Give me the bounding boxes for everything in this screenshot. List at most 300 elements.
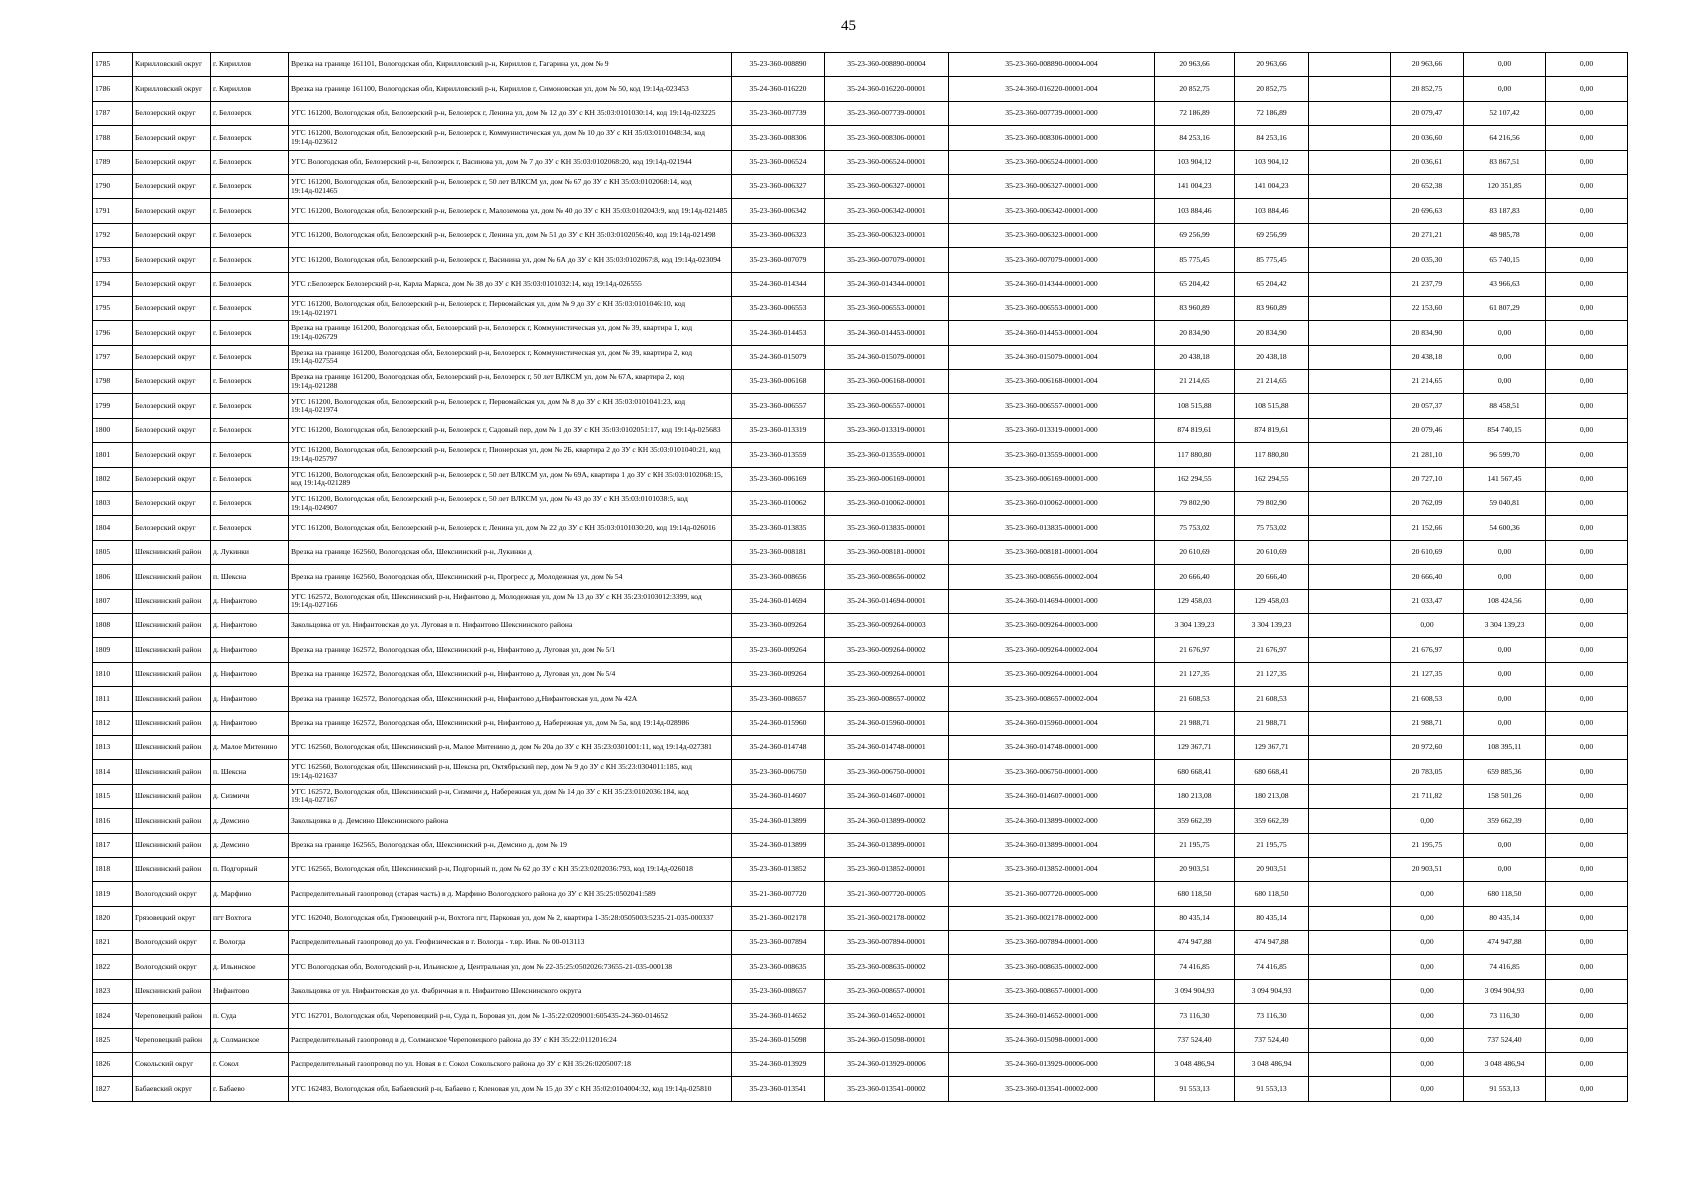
cell-full-code: 35-23-360-008657-00002-004	[949, 687, 1155, 711]
cell-value-4: 21 237,79	[1391, 272, 1464, 296]
cell-value-1: 474 947,88	[1155, 931, 1235, 955]
cell-object-code: 35-23-360-007894	[732, 931, 825, 955]
cell-object-code: 35-24-360-016220	[732, 77, 825, 101]
cell-description: Врезка на границе 161100, Вологодская обл, Кирилловский р-н, Кириллов г, Симоновская ул, дом № 50, код 19:14д-023453	[289, 77, 732, 101]
cell-object-code: 35-23-360-008656	[732, 565, 825, 589]
cell-settlement: д. Сизмичи	[211, 784, 289, 808]
cell-district: Белозерский округ	[133, 321, 211, 345]
cell-full-code: 35-24-360-013899-00001-004	[949, 833, 1155, 857]
cell-value-4: 20 652,38	[1391, 174, 1464, 198]
cell-value-1: 80 435,14	[1155, 906, 1235, 930]
cell-full-code: 35-23-360-006553-00001-000	[949, 296, 1155, 320]
cell-value-6: 0,00	[1546, 467, 1628, 491]
cell-row-number: 1810	[93, 662, 133, 686]
cell-full-code: 35-23-360-013541-00002-000	[949, 1077, 1155, 1101]
cell-row-number: 1809	[93, 638, 133, 662]
table-row	[93, 784, 1628, 808]
cell-row-number: 1789	[93, 150, 133, 174]
cell-value-1: 20 834,90	[1155, 321, 1235, 345]
cell-row-number: 1805	[93, 540, 133, 564]
cell-description: Врезка на границе 162572, Вологодская обл, Шекснинский р-н, Нифантово д, Набережная ул, дом № 5а, код 19:14д-028986	[289, 711, 732, 735]
cell-value-4: 20 762,09	[1391, 492, 1464, 516]
cell-full-code: 35-23-360-006750-00001-000	[949, 760, 1155, 784]
cell-value-6: 0,00	[1546, 931, 1628, 955]
cell-row-number: 1793	[93, 248, 133, 272]
cell-district: Шекснинский район	[133, 809, 211, 833]
table-row	[93, 711, 1628, 735]
cell-value-5: 83 187,83	[1464, 199, 1546, 223]
cell-object-code: 35-23-360-008181	[732, 540, 825, 564]
cell-district: Бабаевский округ	[133, 1077, 211, 1101]
cell-value-6: 0,00	[1546, 613, 1628, 637]
cell-description: Врезка на границе 162572, Вологодская обл, Шекснинский р-н, Нифантово д,Нифантовская ул, дом № 42А	[289, 687, 732, 711]
cell-value-3	[1309, 321, 1391, 345]
cell-value-2: 85 775,45	[1235, 248, 1309, 272]
cell-value-5: 64 216,56	[1464, 126, 1546, 150]
cell-description: УГС 162701, Вологодская обл, Череповецкий р-н, Суда п, Боровая ул, дом № 1-35:22:0209001:605435-24-360-014652	[289, 1004, 732, 1028]
cell-row-number: 1804	[93, 516, 133, 540]
cell-sub-code: 35-23-360-013319-00001	[825, 418, 949, 442]
cell-value-5: 359 662,39	[1464, 809, 1546, 833]
cell-value-6: 0,00	[1546, 394, 1628, 418]
cell-row-number: 1792	[93, 223, 133, 247]
cell-value-4: 0,00	[1391, 906, 1464, 930]
cell-value-6: 0,00	[1546, 565, 1628, 589]
cell-value-3	[1309, 467, 1391, 491]
cell-settlement: д. Малое Митенино	[211, 735, 289, 759]
cell-value-4: 0,00	[1391, 882, 1464, 906]
table-row	[93, 1053, 1628, 1077]
cell-object-code: 35-23-360-006168	[732, 370, 825, 394]
cell-row-number: 1815	[93, 784, 133, 808]
cell-sub-code: 35-23-360-009264-00003	[825, 613, 949, 637]
cell-full-code: 35-24-360-014652-00001-000	[949, 1004, 1155, 1028]
cell-value-1: 20 610,69	[1155, 540, 1235, 564]
cell-value-5: 0,00	[1464, 370, 1546, 394]
cell-description: УГС 161200, Вологодская обл, Белозерский р-н, Белозерск г, Первомайская ул, дом № 9 до ЗУ с КН 35:03:0101046:10, код 19:14д-021971	[289, 296, 732, 320]
cell-value-2: 69 256,99	[1235, 223, 1309, 247]
cell-settlement: д. Демсино	[211, 809, 289, 833]
cell-value-4: 0,00	[1391, 979, 1464, 1003]
cell-value-3	[1309, 809, 1391, 833]
cell-description: УГС 162483, Вологодская обл, Бабаевский р-н, Бабаево г, Кленовая ул, дом № 15 до ЗУ с КН 35:02:0104004:32, код 19:14д-025810	[289, 1077, 732, 1101]
cell-value-5: 659 885,36	[1464, 760, 1546, 784]
cell-value-2: 21 988,71	[1235, 711, 1309, 735]
cell-description: УГС 161200, Вологодская обл, Белозерский р-н, Белозерск г, Ленина ул, дом № 22 до ЗУ с КН 35:03:0101030:20, код 19:14д-026016	[289, 516, 732, 540]
cell-full-code: 35-24-360-014453-00001-004	[949, 321, 1155, 345]
cell-value-2: 737 524,40	[1235, 1028, 1309, 1052]
cell-value-6: 0,00	[1546, 516, 1628, 540]
cell-description: УГС 161200, Вологодская обл, Белозерский р-н, Белозерск г, Садовый пер, дом № 1 до ЗУ с КН 35:03:0102051:17, код 19:14д-025683	[289, 418, 732, 442]
cell-sub-code: 35-23-360-006169-00001	[825, 467, 949, 491]
cell-object-code: 35-23-360-013319	[732, 418, 825, 442]
cell-value-1: 21 214,65	[1155, 370, 1235, 394]
cell-description: УГС 161200, Вологодская обл, Белозерский р-н, Белозерск г, 50 лет ВЛКСМ ул, дом № 67 до ЗУ с КН 35:03:0102068:14, код 19:14д-021465	[289, 174, 732, 198]
cell-full-code: 35-23-360-009264-00002-004	[949, 638, 1155, 662]
cell-settlement: п. Суда	[211, 1004, 289, 1028]
cell-settlement: д. Марфино	[211, 882, 289, 906]
cell-district: Шекснинский район	[133, 711, 211, 735]
cell-value-1: 73 116,30	[1155, 1004, 1235, 1028]
cell-value-3	[1309, 126, 1391, 150]
cell-description: УГС 161200, Вологодская обл, Белозерский р-н, Белозерск г, Пионерская ул, дом № 2Б, квартира 2 до ЗУ с КН 35:03:0101040:21, код 19:14д-025797	[289, 443, 732, 467]
cell-value-6: 0,00	[1546, 1053, 1628, 1077]
table-row	[93, 662, 1628, 686]
cell-description: УГС 161200, Вологодская обл, Белозерский р-н, Белозерск г, Васинина ул, дом № 6А до ЗУ с КН 35:03:0102067:8, код 19:14д-023094	[289, 248, 732, 272]
cell-value-6: 0,00	[1546, 540, 1628, 564]
cell-value-1: 79 802,90	[1155, 492, 1235, 516]
cell-district: Белозерский округ	[133, 199, 211, 223]
cell-value-5: 158 501,26	[1464, 784, 1546, 808]
cell-object-code: 35-23-360-009264	[732, 638, 825, 662]
cell-value-3	[1309, 101, 1391, 125]
cell-district: Череповецкий район	[133, 1028, 211, 1052]
cell-value-2: 20 834,90	[1235, 321, 1309, 345]
cell-value-1: 20 963,66	[1155, 53, 1235, 77]
cell-object-code: 35-23-360-010062	[732, 492, 825, 516]
cell-value-4: 20 727,10	[1391, 467, 1464, 491]
cell-value-5: 0,00	[1464, 77, 1546, 101]
cell-value-5: 43 966,63	[1464, 272, 1546, 296]
cell-district: Шекснинский район	[133, 833, 211, 857]
cell-value-5: 48 985,78	[1464, 223, 1546, 247]
cell-value-4: 20 438,18	[1391, 345, 1464, 369]
cell-object-code: 35-23-360-006553	[732, 296, 825, 320]
table-row	[93, 1028, 1628, 1052]
cell-value-3	[1309, 613, 1391, 637]
cell-sub-code: 35-24-360-014694-00001	[825, 589, 949, 613]
cell-value-3	[1309, 565, 1391, 589]
cell-district: Белозерский округ	[133, 150, 211, 174]
cell-sub-code: 35-23-360-007079-00001	[825, 248, 949, 272]
cell-value-5: 52 107,42	[1464, 101, 1546, 125]
cell-settlement: п. Шексна	[211, 565, 289, 589]
cell-object-code: 35-23-360-006327	[732, 174, 825, 198]
cell-value-3	[1309, 589, 1391, 613]
cell-value-3	[1309, 345, 1391, 369]
table-row	[93, 53, 1628, 77]
cell-object-code: 35-21-360-002178	[732, 906, 825, 930]
cell-object-code: 35-24-360-015960	[732, 711, 825, 735]
cell-full-code: 35-23-360-008890-00004-004	[949, 53, 1155, 77]
cell-value-2: 129 367,71	[1235, 735, 1309, 759]
cell-value-4: 20 057,37	[1391, 394, 1464, 418]
cell-full-code: 35-23-360-010062-00001-000	[949, 492, 1155, 516]
cell-description: УГС Вологодская обл, Белозерский р-н, Белозерск г, Васинова ул, дом № 7 до ЗУ с КН 35:03:0102068:20, код 19:14д-021944	[289, 150, 732, 174]
cell-row-number: 1785	[93, 53, 133, 77]
cell-value-6: 0,00	[1546, 370, 1628, 394]
cell-value-3	[1309, 906, 1391, 930]
cell-row-number: 1799	[93, 394, 133, 418]
table-row	[93, 833, 1628, 857]
cell-value-2: 65 204,42	[1235, 272, 1309, 296]
cell-value-3	[1309, 272, 1391, 296]
cell-full-code: 35-23-360-007894-00001-000	[949, 931, 1155, 955]
cell-sub-code: 35-23-360-008635-00002	[825, 955, 949, 979]
cell-row-number: 1808	[93, 613, 133, 637]
cell-settlement: д. Нифантово	[211, 589, 289, 613]
cell-settlement: д. Солманское	[211, 1028, 289, 1052]
table-row	[93, 857, 1628, 881]
cell-value-5: 59 040,81	[1464, 492, 1546, 516]
cell-district: Шекснинский район	[133, 613, 211, 637]
cell-value-1: 91 553,13	[1155, 1077, 1235, 1101]
cell-value-2: 359 662,39	[1235, 809, 1309, 833]
cell-object-code: 35-23-360-006750	[732, 760, 825, 784]
cell-value-6: 0,00	[1546, 735, 1628, 759]
cell-description: УГС 162572, Вологодская обл, Шекснинский р-н, Нифантово д, Молодежная ул, дом № 13 до ЗУ с КН 35:23:0103012:3399, код 19:14д-027166	[289, 589, 732, 613]
table-row	[93, 345, 1628, 369]
cell-value-1: 129 367,71	[1155, 735, 1235, 759]
cell-value-3	[1309, 1077, 1391, 1101]
cell-sub-code: 35-21-360-007720-00005	[825, 882, 949, 906]
cell-full-code: 35-24-360-015079-00001-004	[949, 345, 1155, 369]
page-number: 45	[841, 18, 856, 34]
cell-object-code: 35-23-360-008306	[732, 126, 825, 150]
cell-value-3	[1309, 857, 1391, 881]
cell-value-5: 74 416,85	[1464, 955, 1546, 979]
cell-value-5: 854 740,15	[1464, 418, 1546, 442]
cell-settlement: г. Вологда	[211, 931, 289, 955]
table-row	[93, 126, 1628, 150]
cell-full-code: 35-23-360-008181-00001-004	[949, 540, 1155, 564]
cell-sub-code: 35-23-360-006553-00001	[825, 296, 949, 320]
cell-full-code: 35-21-360-007720-00005-000	[949, 882, 1155, 906]
cell-value-3	[1309, 687, 1391, 711]
cell-full-code: 35-23-360-006327-00001-000	[949, 174, 1155, 198]
cell-description: Врезка на границе 161200, Вологодская обл, Белозерский р-н, Белозерск г, 50 лет ВЛКСМ ул, дом № 67А, квартира 2, код 19:14д-021288	[289, 370, 732, 394]
cell-description: Закольцовка от ул. Нифантовская до ул. Фабричная в п. Нифантово Шекснинского округа	[289, 979, 732, 1003]
cell-district: Шекснинский район	[133, 735, 211, 759]
cell-sub-code: 35-24-360-014344-00001	[825, 272, 949, 296]
cell-description: УГС 162040, Вологодская обл, Грязовецкий р-н, Вохтога пгт, Парковая ул, дом № 2, квартира 1-35:28:0505003:5235-21-035-000337	[289, 906, 732, 930]
cell-value-3	[1309, 711, 1391, 735]
cell-value-2: 3 304 139,23	[1235, 613, 1309, 637]
cell-value-1: 65 204,42	[1155, 272, 1235, 296]
cell-value-6: 0,00	[1546, 199, 1628, 223]
cell-row-number: 1787	[93, 101, 133, 125]
cell-value-1: 21 988,71	[1155, 711, 1235, 735]
cell-district: Кирилловский округ	[133, 77, 211, 101]
cell-value-4: 21 195,75	[1391, 833, 1464, 857]
cell-value-6: 0,00	[1546, 711, 1628, 735]
cell-row-number: 1825	[93, 1028, 133, 1052]
cell-description: Врезка на границе 161101, Вологодская обл, Кирилловский р-н, Кириллов г, Гагарина ул, дом № 9	[289, 53, 732, 77]
cell-value-1: 359 662,39	[1155, 809, 1235, 833]
table-row	[93, 687, 1628, 711]
cell-value-2: 103 884,46	[1235, 199, 1309, 223]
cell-settlement: д. Нифантово	[211, 711, 289, 735]
cell-object-code: 35-23-360-013852	[732, 857, 825, 881]
cell-value-2: 180 213,08	[1235, 784, 1309, 808]
table-row	[93, 248, 1628, 272]
cell-settlement: д. Ильинское	[211, 955, 289, 979]
cell-row-number: 1788	[93, 126, 133, 150]
cell-value-6: 0,00	[1546, 833, 1628, 857]
cell-object-code: 35-24-360-014344	[732, 272, 825, 296]
cell-value-4: 0,00	[1391, 931, 1464, 955]
cell-settlement: пгт Вохтога	[211, 906, 289, 930]
cell-object-code: 35-24-360-015098	[732, 1028, 825, 1052]
cell-object-code: 35-24-360-014607	[732, 784, 825, 808]
cell-value-5: 0,00	[1464, 833, 1546, 857]
cell-value-3	[1309, 174, 1391, 198]
cell-sub-code: 35-23-360-008657-00002	[825, 687, 949, 711]
cell-full-code: 35-23-360-013559-00001-000	[949, 443, 1155, 467]
cell-sub-code: 35-24-360-013899-00002	[825, 809, 949, 833]
cell-district: Грязовецкий округ	[133, 906, 211, 930]
cell-value-2: 21 676,97	[1235, 638, 1309, 662]
cell-settlement: г. Бабаево	[211, 1077, 289, 1101]
cell-full-code: 35-24-360-013929-00006-000	[949, 1053, 1155, 1077]
cell-value-5: 83 867,51	[1464, 150, 1546, 174]
cell-value-1: 84 253,16	[1155, 126, 1235, 150]
table-row	[93, 906, 1628, 930]
cell-full-code: 35-23-360-008306-00001-000	[949, 126, 1155, 150]
cell-row-number: 1798	[93, 370, 133, 394]
cell-settlement: г. Белозерск	[211, 272, 289, 296]
cell-settlement: г. Белозерск	[211, 150, 289, 174]
cell-value-2: 80 435,14	[1235, 906, 1309, 930]
cell-value-3	[1309, 833, 1391, 857]
cell-object-code: 35-23-360-013559	[732, 443, 825, 467]
cell-sub-code: 35-23-360-006168-00001	[825, 370, 949, 394]
cell-row-number: 1786	[93, 77, 133, 101]
cell-settlement: п. Подгорный	[211, 857, 289, 881]
cell-sub-code: 35-23-360-006557-00001	[825, 394, 949, 418]
cell-value-4: 21 711,82	[1391, 784, 1464, 808]
cell-value-1: 180 213,08	[1155, 784, 1235, 808]
cell-sub-code: 35-24-360-015960-00001	[825, 711, 949, 735]
cell-value-5: 0,00	[1464, 857, 1546, 881]
cell-full-code: 35-24-360-014344-00001-000	[949, 272, 1155, 296]
cell-value-3	[1309, 516, 1391, 540]
cell-value-5: 80 435,14	[1464, 906, 1546, 930]
cell-sub-code: 35-24-360-014453-00001	[825, 321, 949, 345]
cell-value-2: 162 294,55	[1235, 467, 1309, 491]
cell-value-4: 21 281,10	[1391, 443, 1464, 467]
cell-value-1: 21 195,75	[1155, 833, 1235, 857]
cell-value-4: 21 214,65	[1391, 370, 1464, 394]
cell-value-3	[1309, 394, 1391, 418]
cell-value-4: 21 033,47	[1391, 589, 1464, 613]
cell-value-1: 20 852,75	[1155, 77, 1235, 101]
cell-value-2: 84 253,16	[1235, 126, 1309, 150]
cell-description: УГС 161200, Вологодская обл, Белозерский р-н, Белозерск г, Коммунистическая ул, дом № 10 до ЗУ с КН 35:03:0101048:34, код 19:14д-023612	[289, 126, 732, 150]
cell-value-5: 0,00	[1464, 53, 1546, 77]
cell-value-6: 0,00	[1546, 1077, 1628, 1101]
cell-value-6: 0,00	[1546, 809, 1628, 833]
table-row	[93, 540, 1628, 564]
table-row	[93, 931, 1628, 955]
registry-table	[92, 52, 1628, 1102]
cell-settlement: г. Белозерск	[211, 443, 289, 467]
cell-value-5: 108 424,56	[1464, 589, 1546, 613]
cell-district: Шекснинский район	[133, 687, 211, 711]
cell-settlement: д. Нифантово	[211, 687, 289, 711]
cell-description: Распределительный газопровод до ул. Геофизическая в г. Вологда - т.вр. Инв. № 00-013113	[289, 931, 732, 955]
cell-description: УГС 162572, Вологодская обл, Шекснинский р-н, Сизмичи д, Набережная ул, дом № 14 до ЗУ с КН 35:23:0102036:184, код 19:14д-027167	[289, 784, 732, 808]
cell-sub-code: 35-23-360-009264-00002	[825, 638, 949, 662]
cell-value-1: 103 884,46	[1155, 199, 1235, 223]
cell-value-3	[1309, 735, 1391, 759]
cell-value-2: 83 960,89	[1235, 296, 1309, 320]
cell-value-2: 20 610,69	[1235, 540, 1309, 564]
cell-settlement: д. Лукинки	[211, 540, 289, 564]
table-row	[93, 955, 1628, 979]
cell-value-2: 73 116,30	[1235, 1004, 1309, 1028]
cell-value-5: 0,00	[1464, 540, 1546, 564]
cell-full-code: 35-24-360-016220-00001-004	[949, 77, 1155, 101]
cell-value-4: 20 036,60	[1391, 126, 1464, 150]
cell-full-code: 35-23-360-006168-00001-004	[949, 370, 1155, 394]
table-row	[93, 735, 1628, 759]
cell-value-6: 0,00	[1546, 272, 1628, 296]
cell-full-code: 35-23-360-006323-00001-000	[949, 223, 1155, 247]
cell-full-code: 35-23-360-006169-00001-000	[949, 467, 1155, 491]
cell-full-code: 35-23-360-006524-00001-000	[949, 150, 1155, 174]
table-row	[93, 492, 1628, 516]
cell-value-2: 3 048 486,94	[1235, 1053, 1309, 1077]
cell-sub-code: 35-23-360-008656-00002	[825, 565, 949, 589]
cell-value-3	[1309, 955, 1391, 979]
cell-sub-code: 35-24-360-014607-00001	[825, 784, 949, 808]
cell-value-6: 0,00	[1546, 443, 1628, 467]
cell-value-6: 0,00	[1546, 979, 1628, 1003]
cell-value-6: 0,00	[1546, 638, 1628, 662]
cell-value-6: 0,00	[1546, 906, 1628, 930]
cell-value-1: 3 094 904,93	[1155, 979, 1235, 1003]
cell-sub-code: 35-23-360-006342-00001	[825, 199, 949, 223]
cell-value-5: 96 599,70	[1464, 443, 1546, 467]
cell-value-4: 21 127,35	[1391, 662, 1464, 686]
cell-value-1: 85 775,45	[1155, 248, 1235, 272]
cell-object-code: 35-24-360-014694	[732, 589, 825, 613]
cell-value-6: 0,00	[1546, 418, 1628, 442]
cell-row-number: 1806	[93, 565, 133, 589]
cell-value-1: 21 608,53	[1155, 687, 1235, 711]
cell-sub-code: 35-24-360-015079-00001	[825, 345, 949, 369]
cell-description: Врезка на границе 162560, Вологодская обл, Шекснинский р-н, Лукинки д	[289, 540, 732, 564]
cell-sub-code: 35-23-360-013559-00001	[825, 443, 949, 467]
cell-settlement: г. Белозерск	[211, 199, 289, 223]
table-row	[93, 101, 1628, 125]
table-row	[93, 199, 1628, 223]
cell-value-6: 0,00	[1546, 150, 1628, 174]
cell-row-number: 1803	[93, 492, 133, 516]
cell-full-code: 35-23-360-006342-00001-000	[949, 199, 1155, 223]
cell-settlement: г. Белозерск	[211, 321, 289, 345]
cell-object-code: 35-23-360-007739	[732, 101, 825, 125]
cell-value-3	[1309, 882, 1391, 906]
cell-sub-code: 35-24-360-013929-00006	[825, 1053, 949, 1077]
cell-value-6: 0,00	[1546, 662, 1628, 686]
cell-sub-code: 35-23-360-013541-00002	[825, 1077, 949, 1101]
cell-value-5: 120 351,85	[1464, 174, 1546, 198]
cell-object-code: 35-23-360-006323	[732, 223, 825, 247]
cell-value-1: 69 256,99	[1155, 223, 1235, 247]
cell-value-4: 20 271,21	[1391, 223, 1464, 247]
cell-value-2: 72 186,89	[1235, 101, 1309, 125]
cell-district: Шекснинский район	[133, 589, 211, 613]
cell-value-4: 20 666,40	[1391, 565, 1464, 589]
cell-settlement: г. Белозерск	[211, 223, 289, 247]
cell-full-code: 35-23-360-009264-00001-004	[949, 662, 1155, 686]
cell-district: Вологодский округ	[133, 931, 211, 955]
cell-value-1: 108 515,88	[1155, 394, 1235, 418]
cell-value-3	[1309, 443, 1391, 467]
cell-value-3	[1309, 296, 1391, 320]
